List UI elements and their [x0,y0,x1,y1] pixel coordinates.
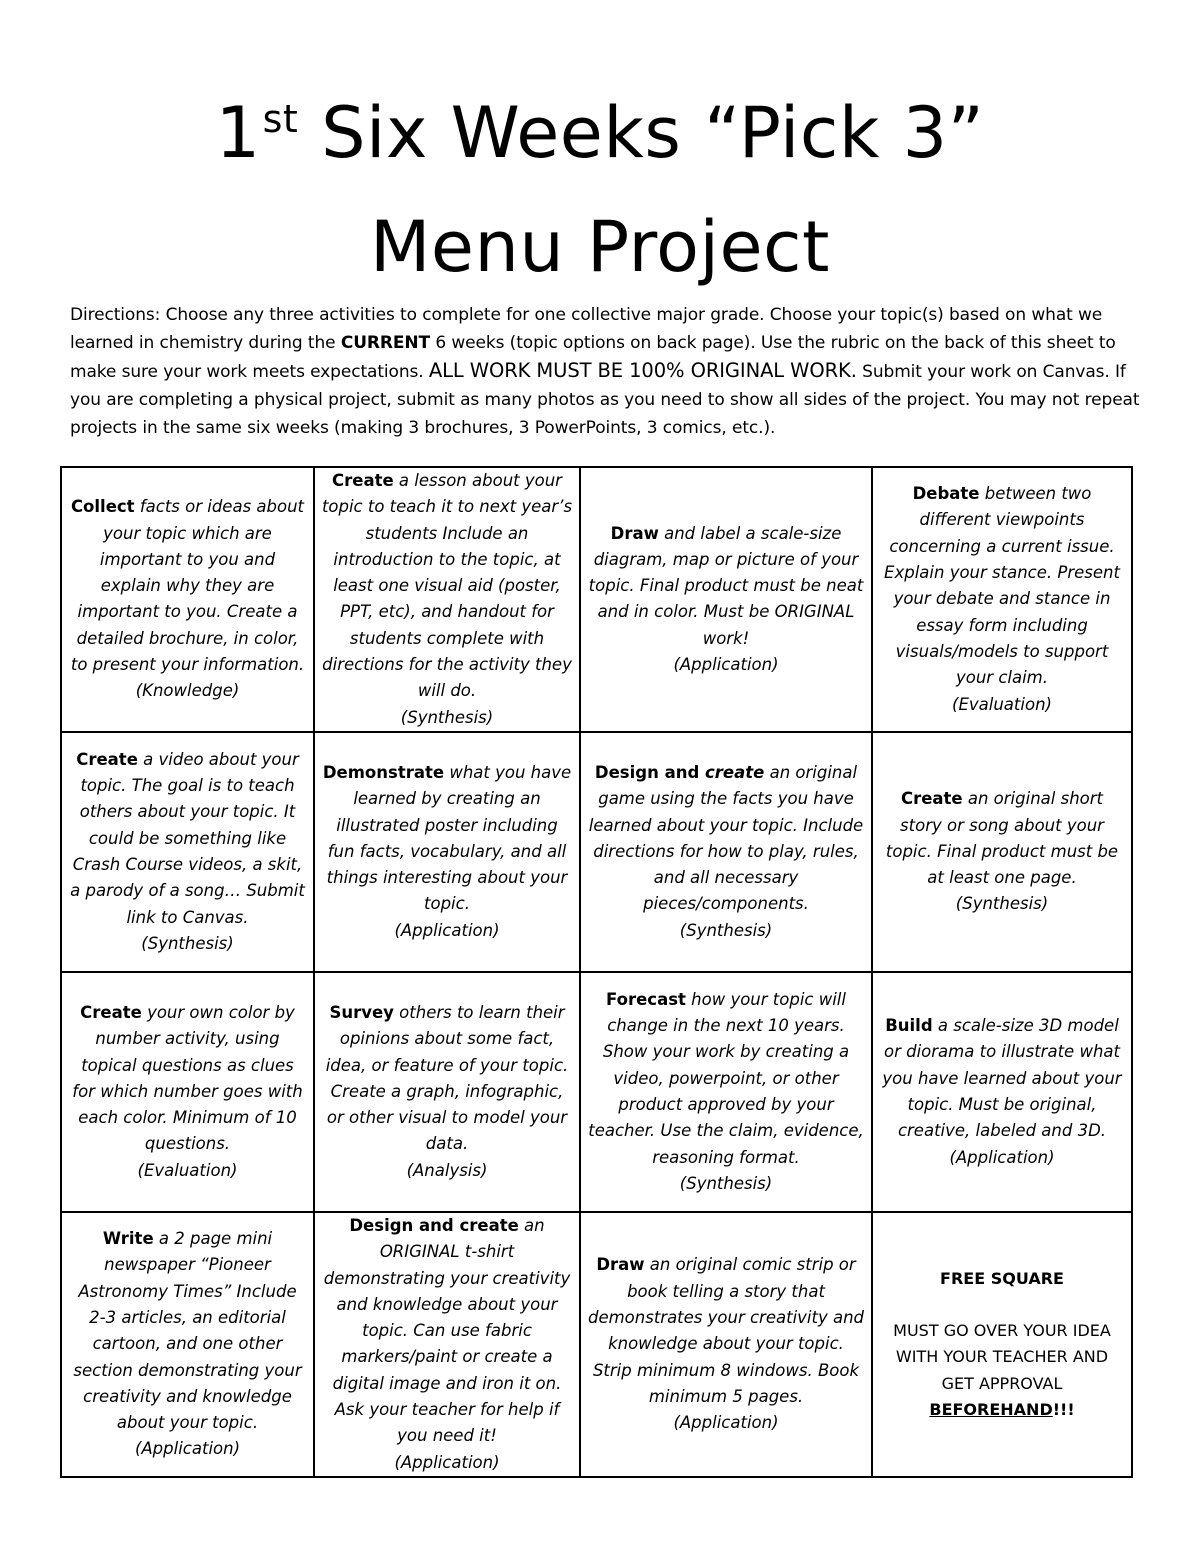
cell-level: (Application) [673,1413,779,1433]
cell-text: a lesson about your topic to teach it to next year’s students Include an introduction to the topic, at least one visual aid (poster, PPT, etc), and handout for students complete with directions for the activity they will do. [321,471,573,701]
cell-level: (Evaluation) [952,694,1052,714]
cell-level: (Synthesis) [400,707,494,727]
menu-cell-build-model [872,972,1132,1212]
cell-level: (Application) [394,920,500,940]
cell-verb: Forecast [606,989,686,1009]
cell-text: others to learn their opinions about some fact, idea, or feature of your topic. Create a graph, infographic, or other visual to model your data. [325,1002,569,1154]
directions-current: CURRENT [340,333,431,353]
cell-level: (Application) [394,1452,500,1472]
menu-cell-draw-diagram [580,467,872,732]
cell-text: an ORIGINAL t-shirt demonstrating your creativity and knowledge about your topic. Can use fabric markers/paint or create a digital image and iron it on. Ask your teacher for help if you need it! [323,1215,571,1446]
cell-text: your own color by number activity, using topical questions as clues for which number goes with each color. Minimum of 10 questions. [72,1002,303,1154]
menu-row [61,732,1132,972]
menu-cell-draw-comic [580,1212,872,1477]
menu-cell-design-game [580,732,872,972]
directions-part-1: Directions: Choose any three activities to complete for one collective major grade. Choose your topic(s) based on what we learned in chemistry during the [70,305,1103,353]
cell-verb: Build [885,1016,933,1036]
cell-level: (Knowledge) [135,681,240,701]
cell-level: (Evaluation) [137,1160,238,1180]
cell-text: an original comic strip or book telling a story that demonstrates your creativity and knowledge about your topic. Strip minimum 8 windows. Book minimum 5 pages. [587,1255,865,1406]
menu-row [61,1212,1132,1477]
title-text: Six Weeks “Pick 3” [298,92,985,174]
menu-cell-create-video [61,732,314,972]
cell-level: (Analysis) [406,1160,488,1180]
free-square-beforehand: BEFOREHAND [929,1399,1053,1419]
directions-original-notice: ALL WORK MUST BE 100% ORIGINAL WORK. [428,359,857,382]
cell-verb: Draw [610,523,659,543]
cell-text: between two different viewpoints concerning a current issue. Explain your stance. Present your debate and stance in essay form including visuals/models to support your claim. [884,484,1120,688]
cell-text: an original short story or song about your topic. Final product must be at least one page. [885,789,1119,888]
menu-cell-debate [872,467,1132,732]
menu-cell-collect [61,467,314,732]
cell-text: a scale-size 3D model or diorama to illustrate what you have learned about your topic. Must be original, creative, labeled and 3D. [882,1016,1122,1141]
cell-verb: Design and [594,762,700,782]
cell-verb: Write [102,1229,154,1249]
cell-text: a video about your topic. The goal is to teach others about your topic. It could be something like Crash Course videos, a skit, a parody of a song… Submit link to Canvas. [70,749,305,927]
directions-paragraph [70,301,1150,442]
menu-cell-color-by-number [61,972,314,1212]
cell-text: how your topic will change in the next 10 years. Show your work by creating a video, powerpoint, or other product approved by your teacher. Use the claim, evidence, reasoning format. [588,989,864,1167]
cell-text: a 2 page mini newspaper “Pioneer Astronomy Times” Include 2-3 articles, an editorial cartoon, and one other section demonstrating your creativity and knowledge about your topic. (Application) [73,1229,302,1459]
directions-part-2: 6 weeks (topic options on back page). Use the rubric on the back of this sheet to make sure your work meets expectations. [70,333,1116,382]
cell-level: (Synthesis) [679,1173,773,1193]
directions-part-3: Submit your work on Canvas. If you are completing a physical project, submit as many photos as you need to show all sides of the project. You may not repeat projects in the same six weeks (making 3 brochures, 3 PowerPoints, 3 comics, etc.). [70,362,1140,438]
menu-cell-demonstrate [314,732,580,972]
cell-verb: Create [900,789,963,809]
cell-level: (Synthesis) [955,894,1049,914]
cell-verb-2: create [699,762,765,782]
cell-verb: Collect [70,497,135,517]
cell-text: an original game using the facts you have learned about your topic. Include directions for how to play, rules, and all necessary pieces/components. [588,762,864,914]
menu-cell-create-lesson [314,467,580,732]
cell-text: and label a scale-size diagram, map or picture of your topic. Final product must be neat and in color. Must be ORIGINAL work! [588,523,864,648]
menu-cell-write-newspaper [61,1212,314,1477]
title-number: 1 [215,92,261,174]
free-square-body [879,1318,1125,1423]
cell-verb: Create [332,471,394,490]
menu-cell-free-square [872,1212,1132,1477]
free-square-title: FREE SQUARE [940,1268,1064,1288]
cell-text: facts or ideas about your topic which are important to you and explain why they are important to you. Create a detailed brochure, in color, to present your information. [70,497,305,675]
free-square-exclamation: !!! [1052,1399,1075,1419]
menu-cell-forecast [580,972,872,1212]
page-title-line-2: Menu Project [370,206,830,288]
cell-text: what you have learned by creating an illustrated poster including fun facts, vocabulary, and all things interesting about your topic. [326,762,572,914]
menu-grid [60,466,1133,1478]
cell-level: (Application) [673,655,779,675]
cell-verb: Create [80,1002,142,1022]
cell-level: (Application) [949,1147,1055,1167]
title-superscript: st [262,97,299,141]
cell-verb: Draw [596,1255,645,1275]
cell-level: (Synthesis) [679,920,773,940]
menu-row [61,972,1132,1212]
menu-cell-survey [314,972,580,1212]
cell-verb: Create [76,749,138,769]
cell-verb: Design and create [349,1215,519,1235]
cell-verb: Demonstrate [322,762,445,782]
page-title-line-1 [0,92,1200,174]
cell-verb: Debate [912,484,980,504]
free-square-text: MUST GO OVER YOUR IDEA WITH YOUR TEACHER AND GET APPROVAL [893,1321,1111,1393]
menu-cell-create-story [872,732,1132,972]
cell-level: (Synthesis) [141,933,234,953]
menu-cell-design-tshirt [314,1212,580,1477]
menu-row [61,467,1132,732]
cell-verb: Survey [329,1002,394,1022]
